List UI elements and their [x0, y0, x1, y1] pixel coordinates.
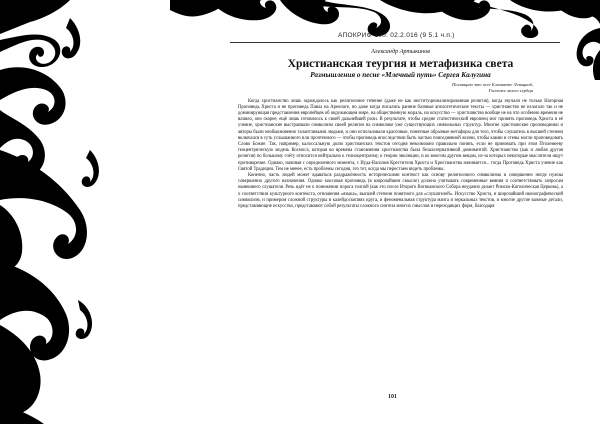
- dedication: [238, 82, 563, 95]
- page-number: 101: [388, 394, 397, 400]
- dedication-line-2: Госпоже моего сердца: [488, 88, 533, 94]
- article-body: [238, 99, 563, 211]
- article-subtitle: Размышления о песне «Млечный путь» Сергея Калугина: [310, 71, 491, 79]
- article-content: [238, 48, 563, 210]
- header-rule: [230, 42, 560, 43]
- article-author: Александр Артыкинов: [371, 48, 430, 55]
- dedication-line-1: Посвящаю это эссе Елизавете Левицкой,: [451, 82, 533, 87]
- running-head: АПОКРИФ-100: 02.2.016 (9 5.1 ч.п.): [338, 32, 455, 39]
- body-paragraph-1: Когда христианство лишь зарождалось как религиозное течение (даже не как институционализированная религия), когда звучали не только Нагорная Проповедь Христа и не проповедь Павла на Ареопаге, но даже когда писались ранние базовые апологетические тексты — христианство не излагало так и не доминирующая представления европейцев об окружающем мире, на общественную мораль, на искусство — христианство вообще не на что особенно времени не влияло, оно скорее, ещё лишь готовилось к своей дальнейшей роли. В результате, чтобы средне статистический европеец мог принять проповедь Христа и её учение, христианские выстраивали символизм своей религии на символике уже существующих символьных структур. Многие христианские проповедники и авторы были необыкновенно талантливыми людьми, и они использовали красочные, понятные образные метафоры для того, чтобы слушатель в высшей степени включался в суть услышанного или прочтенного — чтобы проповедь впоследствии быть частью повседневной жизни, чтобы камни и стены могли проповедовать Слово Божие. Так, например, калоссальную долю христианских текстов сегодня невозможно правильно понять, если не принимать при этом Птолемееву геоцентрическую модель Космоса, которая во времена становления христианства была безальтернативной доминантой. Христианство (как и любая другая религия) по большому счёту относится нейтрально к гелиоцентризму, к теории эволюции, и ко многим другим вещам, из-за которых некоторые мыслители ищут противоречие. Однако, начиная с определенного момента, с Иуда-Василия Крестителя Христа и Христианства начинается... тогда Протоведь Христа учение как Святой Традиции. Тем не менее, есть проблемы сегодня, это тот, когда мы перестаем видеть проблемы.: [238, 98, 563, 172]
- left-baroque-ornament: [0, 0, 120, 424]
- article-title: Христианская теургия и метафизика света: [287, 57, 514, 70]
- body-paragraph-2: Конечно, часть людей может вдаваться раздражённость историческими контекст как основу религиозного символизма и совершенно нигде нужны совершенно другого назначения. Однако массовая проповедь (в широчайшем смысле) должна учитывать современные веяния и соответствовать запросам нынешнего слушателя. Речь идёт не о понижении порога толпой (как это после Второго Ватиканского Собора неудачно делает Римско-Католическая Церковь), а о соответствии культурного контекста, отношения «языка», высшей степени понятного для «слушателей». Искусство Христа, и широчайший иконографический символизм, и примером сложной структуры в калейдоскопиях круга, и феноменальная структура манга и зеркальных текстов, и многие другие важные детали, представляющие искусство, представляют собой результаты сложного синтеза многих смыслов и переходящих форм, благодаря: [238, 173, 563, 210]
